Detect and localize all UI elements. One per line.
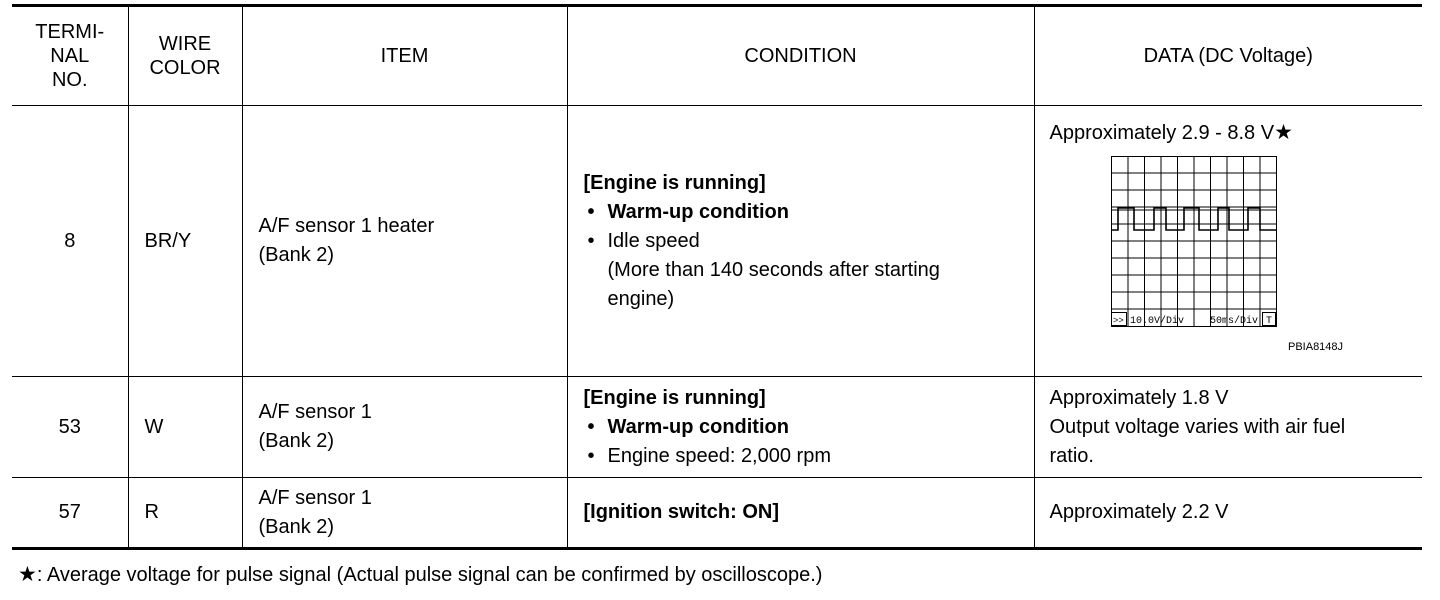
item-cell: A/F sensor 1 heater (Bank 2) [242, 106, 567, 377]
data-note: ratio. [1049, 444, 1094, 467]
terminal-spec-table [12, 4, 1422, 550]
condition-header: CONDITION [567, 6, 1034, 106]
table-row [12, 106, 1422, 377]
condition-heading: [Engine is running] [583, 171, 766, 194]
data-cell [1034, 478, 1422, 549]
wire-color-header: WIRE COLOR [128, 6, 242, 106]
condition-heading: [Ignition switch: ON] [583, 501, 780, 523]
condition-subtext: engine) [607, 287, 675, 310]
footnote-text: : Average voltage for pulse signal (Actual pulse signal can be confirmed by oscilloscope.) [36, 564, 823, 586]
data-value: Approximately 1.8 V [1049, 386, 1229, 409]
condition-cell [567, 106, 1034, 377]
condition-bullet: • Warm-up condition [584, 413, 1034, 442]
scope-time-div: 50ms/Div [1209, 316, 1258, 327]
footnote [18, 562, 822, 587]
terminal-cell: 53 [12, 377, 128, 478]
data-cell [1034, 377, 1422, 478]
condition-cell [567, 377, 1034, 478]
wire-color-cell: W [128, 377, 242, 478]
condition-cell [567, 478, 1034, 549]
condition-heading: [Engine is running] [583, 386, 766, 409]
terminal-no-header: TERMI- NAL NO. [12, 6, 128, 106]
star-icon: ★ [1274, 121, 1293, 144]
condition-bullet: • Idle speed [584, 227, 1034, 256]
scope-volt-div: 10.0V/Div [1129, 316, 1184, 327]
item-cell: A/F sensor 1 (Bank 2) [242, 478, 567, 549]
scope-trigger: T [1265, 316, 1272, 327]
data-note: Output voltage varies with air fuel [1049, 415, 1346, 438]
scope-marker: >> [1112, 316, 1124, 326]
star-icon: ★ [18, 563, 37, 586]
table-row [12, 478, 1422, 549]
oscilloscope-figure [1050, 148, 1380, 368]
data-value: Approximately 2.9 - 8.8 V [1049, 122, 1275, 144]
item-header: ITEM [242, 6, 567, 106]
data-value: Approximately 2.2 V [1049, 501, 1229, 523]
terminal-cell: 57 [12, 478, 128, 549]
oscilloscope-grid [1050, 148, 1380, 368]
table-row [12, 377, 1422, 478]
terminal-cell: 8 [12, 106, 128, 377]
condition-subtext: (More than 140 seconds after starting [607, 258, 940, 281]
table-header-row [12, 6, 1422, 106]
data-cell [1034, 106, 1422, 377]
figure-id: PBIA8148J [1287, 341, 1343, 353]
condition-bullet: • Warm-up condition [584, 198, 1034, 227]
data-header: DATA (DC Voltage) [1034, 6, 1422, 106]
condition-bullet: • Engine speed: 2,000 rpm [584, 442, 1034, 471]
wire-color-cell: R [128, 478, 242, 549]
item-cell: A/F sensor 1 (Bank 2) [242, 377, 567, 478]
wire-color-cell: BR/Y [128, 106, 242, 377]
